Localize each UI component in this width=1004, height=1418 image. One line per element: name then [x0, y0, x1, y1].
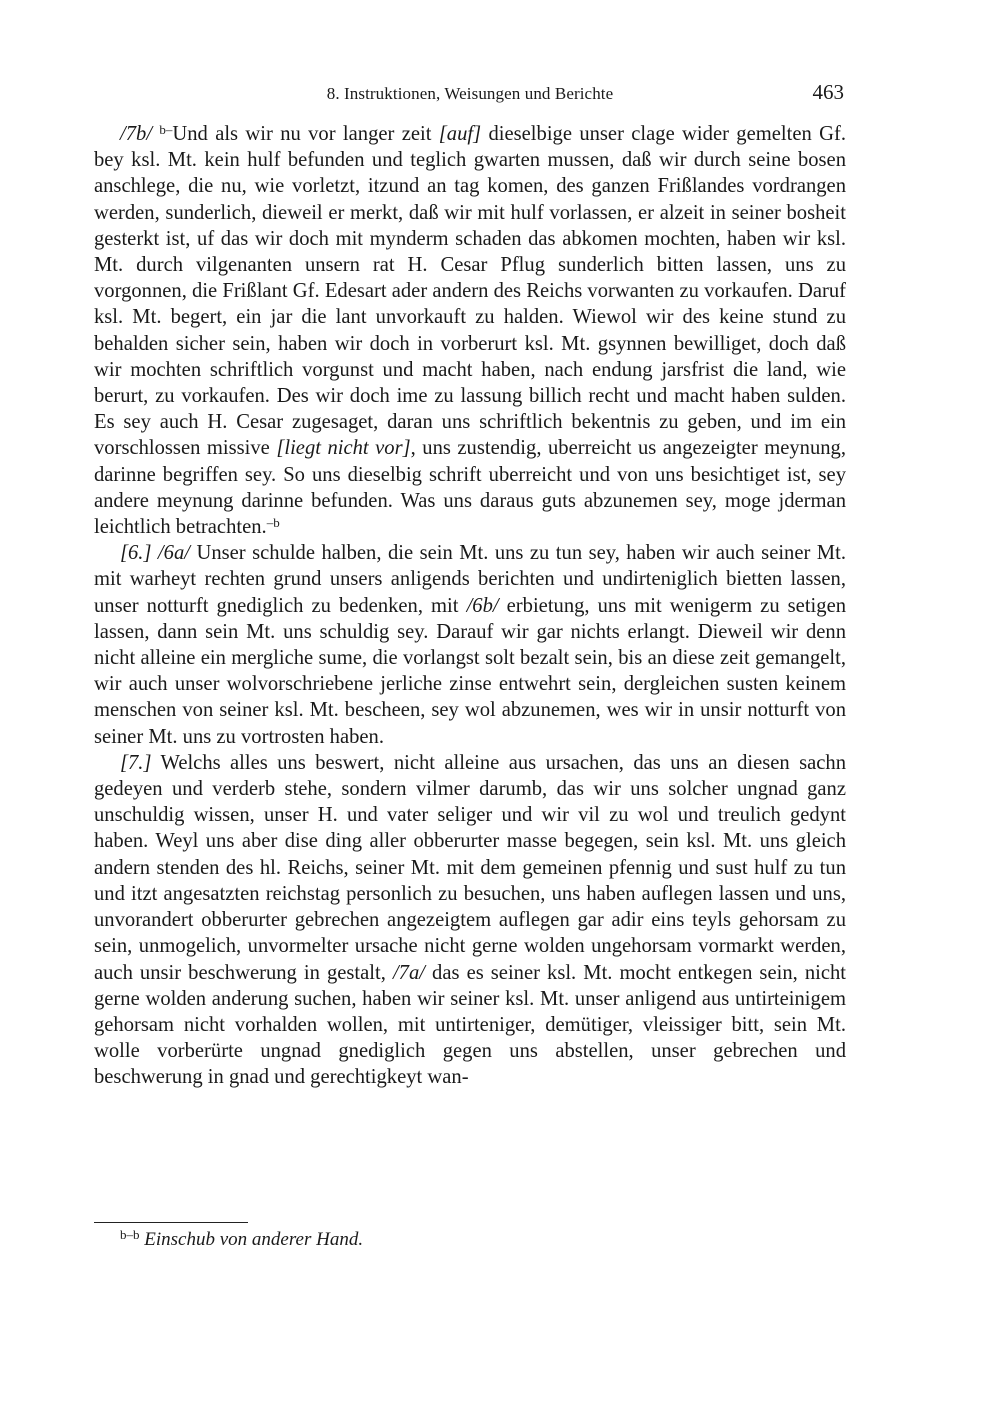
- editorial-note: /6b/: [466, 594, 499, 617]
- text-run: dieselbige unser clage wider gemelten Gf. bey ksl. Mt. kein hulf befunden und teglich gwarten mussen, daß wir durch seine bosen anschlege, die nu, wie vorletzt, itzund an tag komen, des ganzen Frißlandes vordrangen werden, sunderlich, dieweil er merkt, daß wir mit hulf vorlassen, er alzeit in seiner bosheit gesterkt ist, uf das wir doch mit mynderm schaden das abkomen mochten, haben wir ksl. Mt. durch vilgenanten unsern rat H. Cesar Pflug sunderlich bitten lassen, uns zu vorgonnen, die Frißlant Gf. Edesart ader andern des Reichs vorwanten zu vorkaufen. Daruf ksl. Mt. begert, ein jar die lant unvorkauft zu halden. Wiewol wir des keine stund zu behalden sicher sein, haben wir doch in vorberurt ksl. Mt. gsynnen bewilliget, doch daß wir mochten schriftlich vorgunst und macht haben, nach endung jarsfrist die land, wie berurt, zu vorkaufen. Des wir doch ime zu lassung billich recht und macht haben sulden. Es sey auch H. Cesar zugesaget, daran uns schriftlich bekentnis zu geben, und im ein vorschlossen missive: [94, 123, 846, 460]
- footnote-text: Einschub von anderer Hand.: [144, 1229, 364, 1250]
- footnote-marker: b–b: [120, 1227, 140, 1242]
- text-run: erbietung, uns mit wenigerm zu setigen lassen, dann sein Mt. uns schuldig sey. Darauf wir gar nichts erlangt. Dieweil wir denn nicht alleine ein mergliche sume, die vorlangst solt bezalt sein, bis an diese zeit gemangelt, wir auch unser wolvorschriebene jerliche zinse entwehrt sein, dergleichen susten keinem menschen von seiner ksl. Mt. bescheen, sey wol abzunemen, wes wir in unsir notturft von seiner Mt. uns zu vortrosten haben.: [94, 594, 847, 748]
- editorial-note: [liegt nicht vor]: [276, 437, 411, 460]
- editorial-note: [auf]: [438, 123, 482, 145]
- text-run: Welchs alles uns beswert, nicht alleine aus ursachen, das uns an diesen sachn gedeyen und verderb stehe, sondern vilmer darumb, das wir uns solcher ungnad ganz unschuldig wissen, unser H. und vater seliger und wir vil zu wol und treulich gedynt haben. Weyl uns aber dise ding aller obberurter masse begegen, sein ksl. Mt. uns gleich andern stenden des hl. Reichs, seiner Mt. mit dem gemeinen pfennig und sust hulf zu tun und itzt angesatzten reichstag personlich zu besuchen, uns haben auflegen lassen und uns, unvorandert obberurter gebrechen angezeigtem auflegen gar adir eins teyls gehorsam zu sein, unmogelich, unvormelter ursache nicht gerne wolden ungehorsam vormarkt werden, auch unsir beschwerung in gestalt,: [94, 751, 846, 984]
- running-head: [94, 82, 846, 108]
- editorial-note: [7.]: [120, 751, 152, 774]
- footnote: [120, 1228, 840, 1252]
- footnote-ref-marker: b–: [159, 122, 173, 137]
- text-run: Unser schulde halben, die sein Mt. uns zu tun sey, haben wir auch seiner Mt. mit warheyt rechten grund unsers anligends berichten und undirteniglich bietten lassen, unser notturft gnediglich zu bedenken, mit: [94, 542, 846, 617]
- editorial-note: [6.] /6a/: [120, 542, 190, 565]
- body-text: [94, 121, 846, 1091]
- editorial-note: /7a/: [392, 961, 425, 984]
- text-run: , uns zustendig, uberreicht us angezeigter meynung, darinne begriffen sey. So uns dieselbig schrift uberreicht und von uns besichtiget ist, sey andere meynung darinne befunden. Was uns daraus guts abzunemen sey, moge jderman leichtlich betrachten.: [94, 437, 846, 539]
- footnote-rule: [94, 1222, 248, 1223]
- paragraph-3: [94, 750, 846, 1091]
- paragraph-1: [94, 121, 846, 540]
- footnote-ref-marker: –b: [266, 515, 280, 531]
- page-number: 463: [812, 80, 844, 104]
- text-run: das es seiner ksl. Mt. mocht entkegen sein, nicht gerne wolden anderung suchen, haben wir seiner ksl. Mt. unser anligend aus untirteinigem gehorsam nicht vorhalden wollen, mit untirteniger, demütiger, vleissiger bitt, sein Mt. wolle vorberürte ungnad gnediglich gegen uns abstellen, unser gebrechen und beschwerung in gnad und gerechtigkeyt wan-: [94, 961, 846, 1089]
- editorial-note: /7b/: [120, 123, 153, 145]
- paragraph-2: [94, 540, 846, 750]
- text-run: Und als wir nu vor langer zeit: [172, 123, 439, 145]
- running-title: 8. Instruktionen, Weisungen und Berichte: [326, 84, 614, 103]
